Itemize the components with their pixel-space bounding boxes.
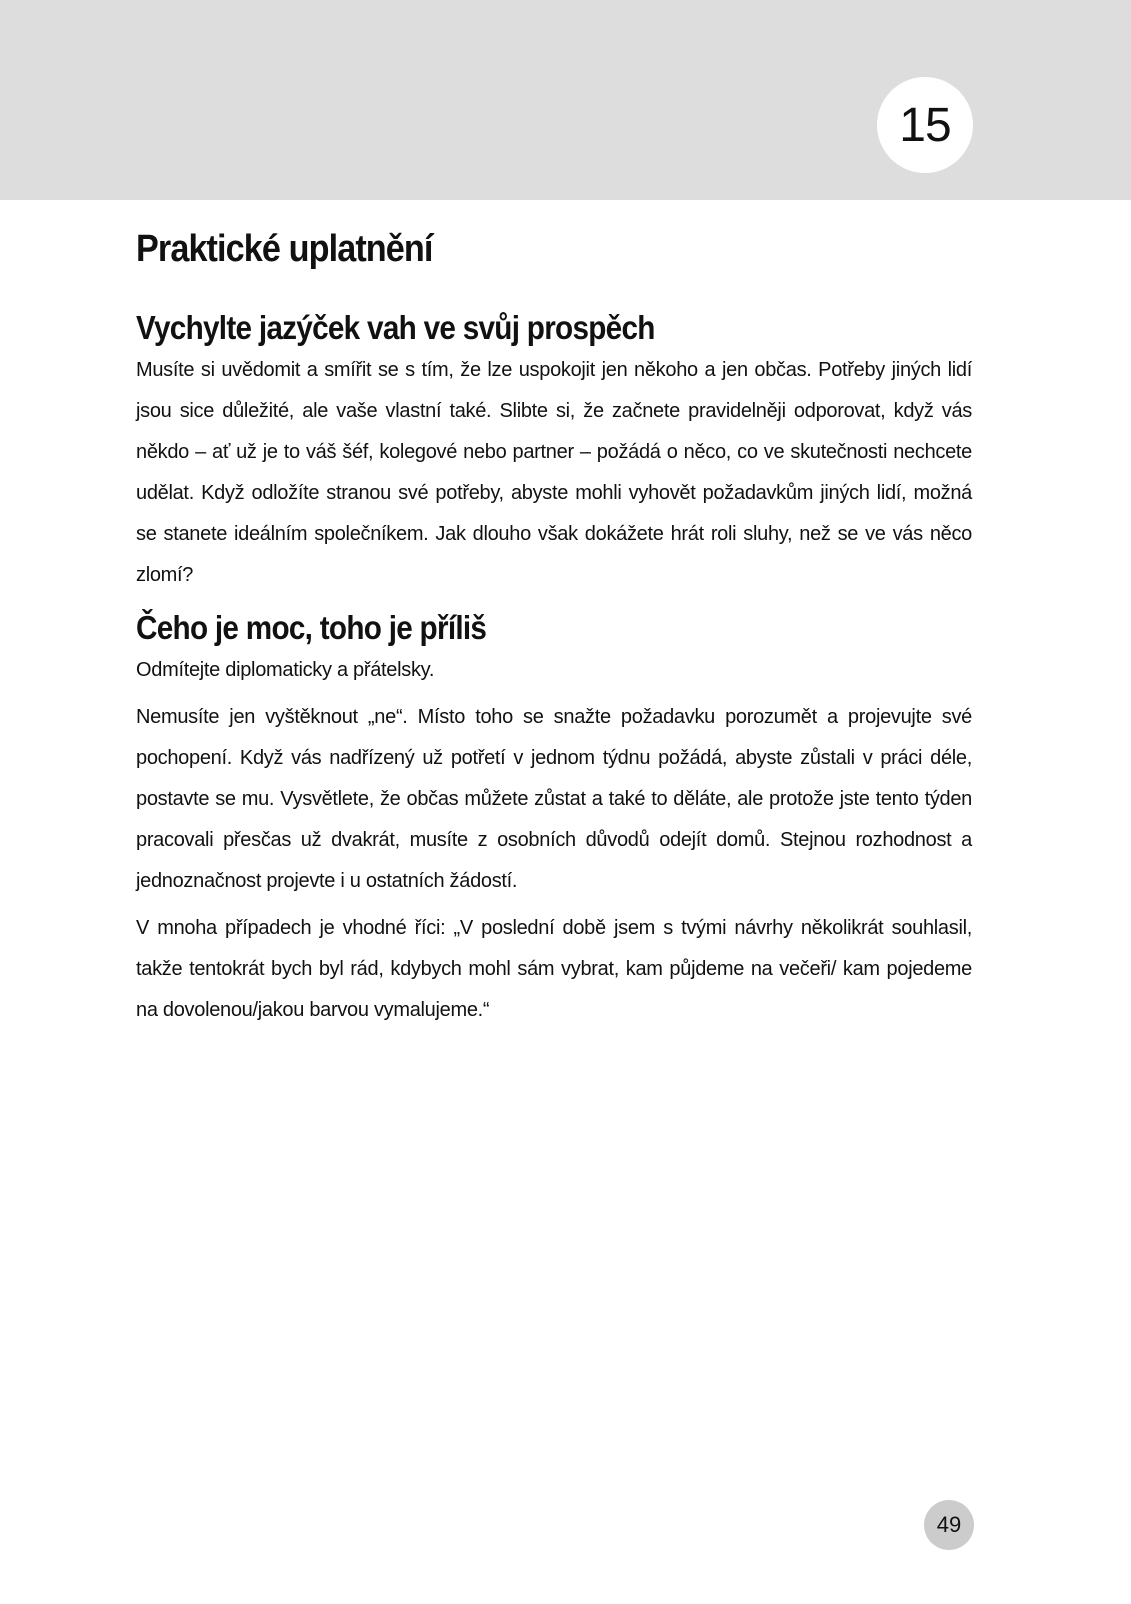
page-number: 49 (924, 1500, 974, 1550)
section-heading-2: Čeho je moc, toho je příliš (136, 609, 487, 646)
section-1-paragraph-1: Musíte si uvědomit a smířit se s tím, že lze uspokojit jen někoho a jen občas. Potřeby jiných lidí jsou sice důležité, ale vaše vlastní také. Slibte si, že začnete pravidelněji odporovat, když vás někdo – ať už je to váš šéf, kolegové nebo partner – požádá o něco, co ve skutečnosti nechcete udělat. Když odložíte stranou své potřeby, abyste mohli vyhovět požadavkům jiných lidí, možná se stanete ideálním společníkem. Jak dlouho však dokážete hrát roli sluhy, než se ve vás něco zlomí? (136, 359, 972, 586)
section-2-paragraph-3: V mnoha případech je vhodné říci: „V poslední době jsem s tvými návrhy několikrát souhlasil, takže tentokrát bych byl rád, kdybych mohl sám vybrat, kam půjdeme na večeři/ kam pojedeme na dovolenou/jakou barvou vymalujeme.“ (136, 917, 972, 1021)
chapter-number-badge: 15 (877, 77, 973, 173)
page-content (136, 222, 972, 1031)
header-band (0, 0, 1131, 200)
section-heading-1: Vychylte jazýček vah ve svůj prospěch (136, 309, 655, 346)
section-2-paragraph-1: Odmítejte diplomaticky a přátelsky. (136, 659, 435, 681)
section-2-paragraph-2: Nemusíte jen vyštěknout „ne“. Místo toho se snažte požadavku porozumět a projevujte své pochopení. Když vás nadřízený už potřetí v jednom týdnu požádá, abyste zůstali v práci déle, postavte se mu. Vysvětlete, že občas můžete zůstat a také to děláte, ale protože jste tento týden pracovali přesčas už dvakrát, musíte z osobních důvodů odejít domů. Stejnou rozhodnost a jednoznačnost projevte i u ostatních žádostí. (136, 706, 972, 892)
page-title: Praktické uplatnění (136, 228, 433, 270)
